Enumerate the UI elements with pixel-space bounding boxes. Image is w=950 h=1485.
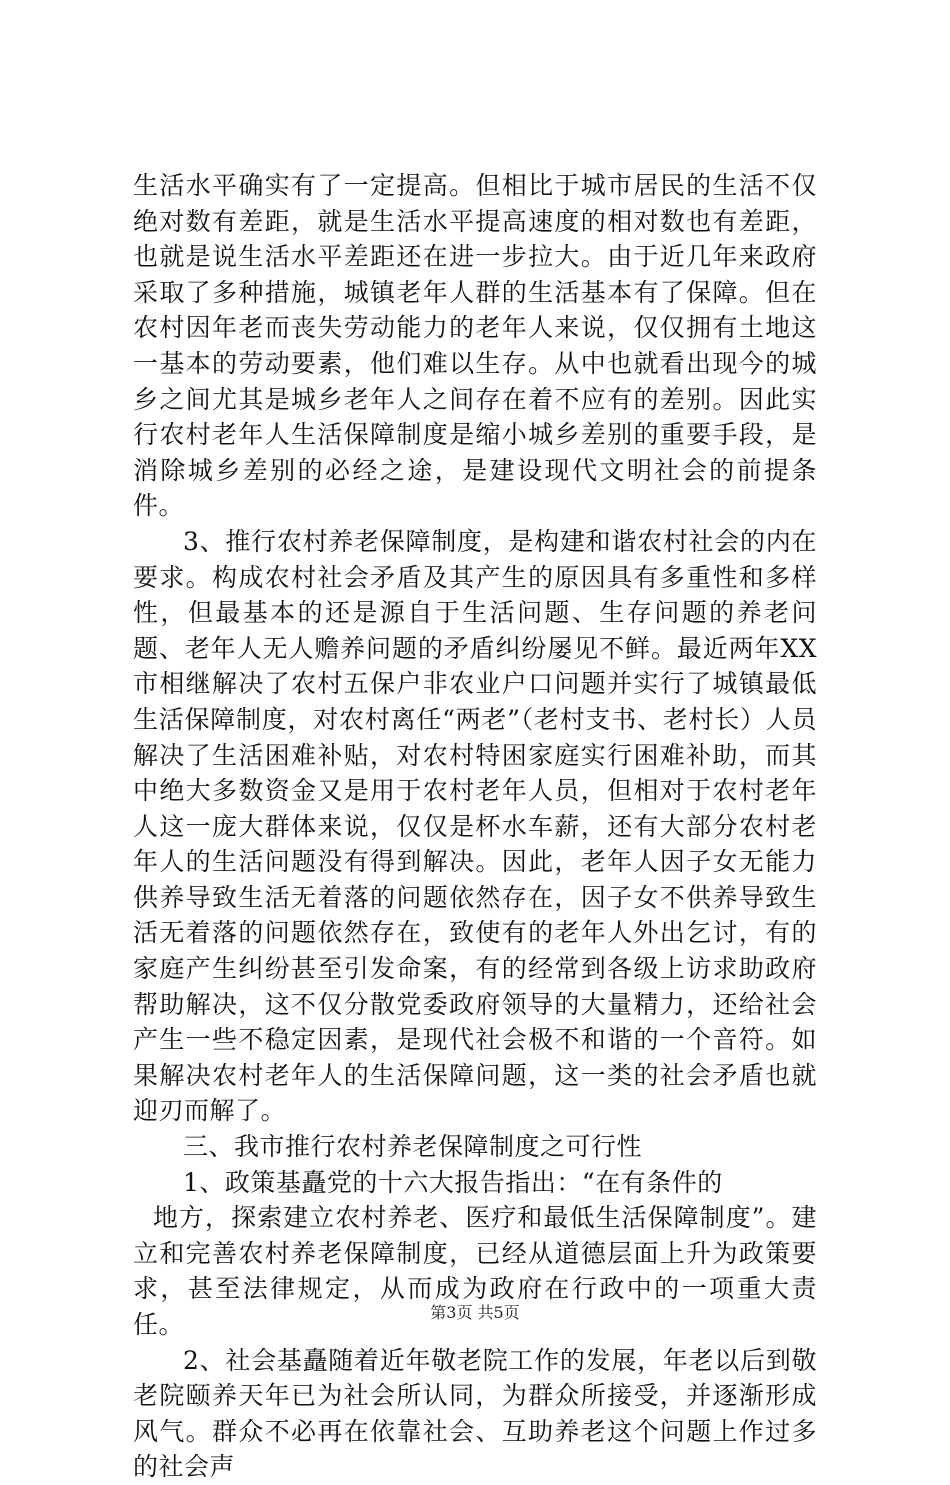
paragraph-policy-basis-continued: 地方，探索建立农村养老、医疗和最低生活保障制度”。建立和完善农村养老保障制度，已经从道德层面上升为政策要求，甚至法律规定，从而成为政府在行政中的一项重大责任。 [133, 1203, 817, 1339]
section-heading-feasibility: 三、我市推行农村养老保障制度之可行性 [183, 1132, 643, 1162]
page-number: 第3页 共5页 [430, 1303, 520, 1322]
paragraph-policy-basis-start: 1、政策基矗党的十六大报告指出：“在有条件的 [183, 1167, 723, 1197]
paragraph-social-basis: 2、社会基矗随着近年敬老院工作的发展，年老以后到敬老院颐养天年已为社会所认同，为群众所接受，并逐渐形成风气。群众不必再在依靠社会、互助养老这个问题上作过多的社会声 [133, 1345, 817, 1482]
paragraph-living-standards: 生活水平确实有了一定提高。但相比于城市居民的生活不仅绝对数有差距，就是生活水平提高速度的相对数也有差距，也就是说生活水平差距还在进一步拉大。由于近几年来政府采取了多种措施，城镇老年人群的生活基本有了保障。但在农村因年老而丧失劳动能力的老年人来说，仅仅拥有土地这一基本的劳动要素，他们难以生存。从中也就看出现今的城乡之间尤其是城乡老年人之间存在着不应有的差别。因此实行农村老年人生活保障制度是缩小城乡差别的重要手段，是消除城乡差别的必经之途，是建设现代文明社会的前提条件。 [133, 171, 817, 521]
paragraph-harmony-requirement: 3、推行农村养老保障制度，是构建和谐农村社会的内在要求。构成农村社会矛盾及其产生的原因具有多重性和多样性，但最基本的还是源自于生活问题、生存问题的养老问题、老年人无人赡养问题的矛盾纠纷屡见不鲜。最近两年XX市相继解决了农村五保户非农业户口问题并实行了城镇最低生活保障制度，对农村离任“两老”（老村支书、老村长）人员解决了生活困难补贴，对农村特困家庭实行困难补助，而其中绝大多数资金又是用于农村老年人员，但相对于农村老年人这一庞大群体来说，仅仅是杯水车薪，还有大部分农村老年人的生活问题没有得到解决。因此，老年人因子女无能力供养导致生活无着落的问题依然存在，因子女不供养导致生活无着落的问题依然存在，致使有的老年人外出乞讨，有的家庭产生纠纷甚至引发命案，有的经常到各级上访求助政府帮助解决，这不仅分散党委政府领导的大量精力，还给社会产生一些不稳定因素，是现代社会极不和谐的一个音符。如果解决农村老年人的生活保障问题，这一类的社会矛盾也就迎刃而解了。 [133, 526, 817, 1126]
document-body [133, 168, 817, 1485]
page-footer [0, 1300, 950, 1323]
